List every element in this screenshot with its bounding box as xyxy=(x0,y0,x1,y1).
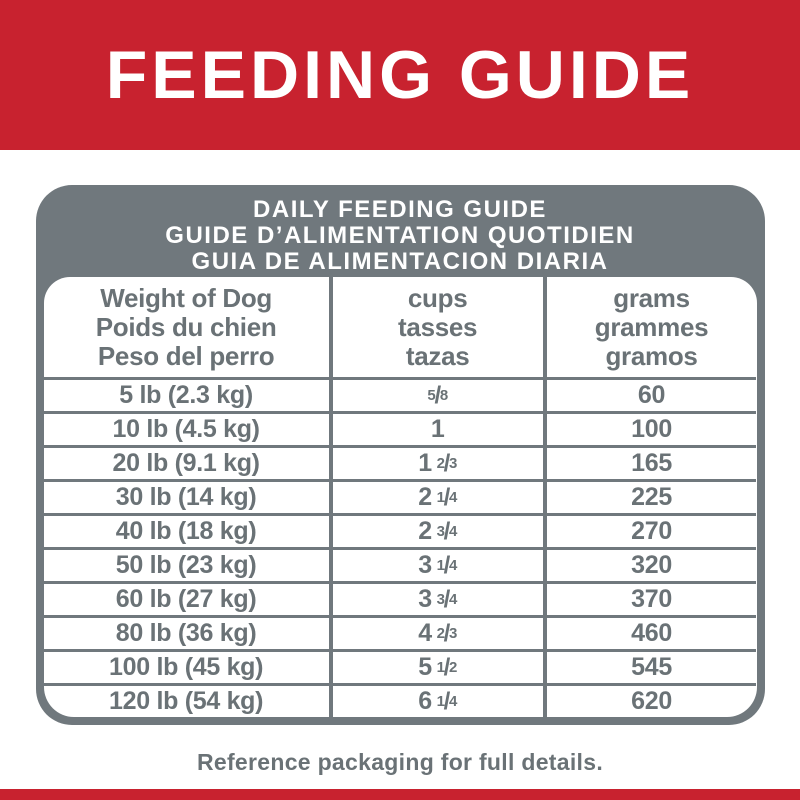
grams-cell: 100 xyxy=(543,411,757,445)
table-row xyxy=(44,581,757,615)
cups-cell: 3 3 / 4 xyxy=(329,581,543,615)
weight-cell: 60 lb (27 kg) xyxy=(44,581,329,615)
grams-cell: 225 xyxy=(543,479,757,513)
grams-cell: 370 xyxy=(543,581,757,615)
cups-cell: 1 2 / 3 xyxy=(329,445,543,479)
table-row xyxy=(44,683,757,717)
cups-cell: 2 1 / 4 xyxy=(329,479,543,513)
cups-cell: 3 1 / 4 xyxy=(329,547,543,581)
page-title: FEEDING GUIDE xyxy=(105,37,695,113)
feeding-table-rows xyxy=(44,377,757,717)
weight-cell: 5 lb (2.3 kg) xyxy=(44,377,329,411)
grams-cell: 165 xyxy=(543,445,757,479)
column-header-grams: grams grammes gramos xyxy=(543,277,757,377)
table-row xyxy=(44,547,757,581)
cups-cell: 4 2 / 3 xyxy=(329,615,543,649)
weight-cell: 100 lb (45 kg) xyxy=(44,649,329,683)
table-row xyxy=(44,649,757,683)
table-row xyxy=(44,445,757,479)
cups-cell: 5 / 8 xyxy=(329,377,543,411)
daily-feeding-guide-table xyxy=(36,185,765,725)
cups-cell: 1 xyxy=(329,411,543,445)
column-header-weight: Weight of Dog Poids du chien Peso del perro xyxy=(95,282,277,371)
cups-cell: 6 1 / 4 xyxy=(329,683,543,717)
weight-cell: 80 lb (36 kg) xyxy=(44,615,329,649)
table-title xyxy=(44,185,757,277)
weight-cell: 20 lb (9.1 kg) xyxy=(44,445,329,479)
cups-cell: 5 1 / 2 xyxy=(329,649,543,683)
table-title-line-en: DAILY FEEDING GUIDE xyxy=(253,196,547,223)
table-row xyxy=(44,377,757,411)
weight-cell: 50 lb (23 kg) xyxy=(44,547,329,581)
table-body xyxy=(44,277,757,717)
table-row xyxy=(44,479,757,513)
weight-cell: 40 lb (18 kg) xyxy=(44,513,329,547)
feeding-guide-banner xyxy=(0,0,800,150)
grams-cell: 320 xyxy=(543,547,757,581)
grams-cell: 270 xyxy=(543,513,757,547)
grams-cell: 60 xyxy=(543,377,757,411)
bottom-red-strip xyxy=(0,789,800,800)
table-row xyxy=(44,411,757,445)
column-header-cups: cups tasses tazas xyxy=(329,277,543,377)
weight-cell: 10 lb (4.5 kg) xyxy=(44,411,329,445)
grams-cell: 460 xyxy=(543,615,757,649)
table-title-line-fr: GUIDE D’ALIMENTATION QUOTIDIEN xyxy=(165,222,635,249)
cups-cell: 2 3 / 4 xyxy=(329,513,543,547)
grams-cell: 620 xyxy=(543,683,757,717)
reference-note: Reference packaging for full details. xyxy=(196,749,604,775)
table-row xyxy=(44,615,757,649)
column-header-row xyxy=(44,277,757,377)
table-row xyxy=(44,513,757,547)
grams-cell: 545 xyxy=(543,649,757,683)
weight-cell: 120 lb (54 kg) xyxy=(44,683,329,717)
table-title-line-es: GUIA DE ALIMENTACION DIARIA xyxy=(191,248,609,275)
weight-cell: 30 lb (14 kg) xyxy=(44,479,329,513)
